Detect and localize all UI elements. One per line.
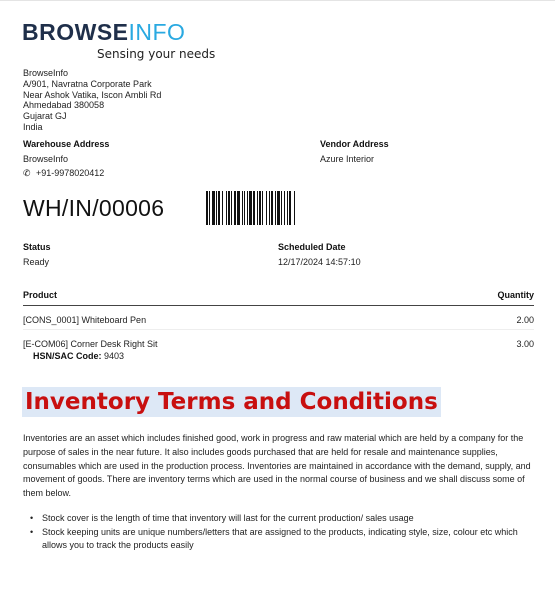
company-address-line: A/901, Navratna Corporate Park <box>23 78 152 89</box>
list-item <box>30 526 530 552</box>
company-address <box>23 68 161 133</box>
logo-part-info: INFO <box>128 19 186 45</box>
terms-paragraph: Inventories are an asset which includes finished good, work in progress and raw material which are held by a company for the purpose of sales in the near future. It also includes goods purchased that are held for resale and maintenance supplies, consumables which are used in the production process. Inventories are maintained in accordance with the demand, supply, and movement of goods. There are inventory terms which are used in the normal course of business and we shall discuss some of them below. <box>23 433 531 499</box>
bullet-icon: • <box>30 527 34 537</box>
company-logo <box>22 20 185 44</box>
picking-reference: WH/IN/00006 <box>23 195 165 221</box>
company-address-line: India <box>23 121 43 132</box>
warehouse-address-label: Warehouse Address <box>23 139 110 149</box>
logo-part-browse: BROWSE <box>22 19 129 45</box>
barcode-image <box>206 191 333 225</box>
product-row-2-quantity: 3.00 <box>516 339 534 349</box>
scheduled-date-value: 12/17/2024 14:57:10 <box>278 257 361 267</box>
table-row-divider <box>23 329 534 330</box>
company-address-line: BrowseInfo <box>23 68 69 78</box>
terms-heading: Inventory Terms and Conditions <box>22 387 441 417</box>
logo-tagline: Sensing your needs <box>97 47 216 61</box>
product-column-header: Product <box>23 290 58 300</box>
phone-icon: ✆ <box>23 168 31 178</box>
bullet-text: Stock keeping units are unique numbers/letters that are assigned to the products, indicating style, size, colour etc which allows you to track the products easily <box>42 527 518 550</box>
list-item <box>30 512 530 525</box>
vendor-name: Azure Interior <box>320 154 375 164</box>
status-value: Ready <box>23 257 50 267</box>
product-row-1-name: [CONS_0001] Whiteboard Pen <box>23 315 147 325</box>
scheduled-date-label: Scheduled Date <box>278 242 346 252</box>
terms-bullet-list <box>30 512 530 553</box>
hsn-value: 9403 <box>104 351 125 361</box>
product-row-1-quantity: 2.00 <box>516 315 534 325</box>
status-label: Status <box>23 242 51 252</box>
bullet-icon: • <box>30 513 34 523</box>
warehouse-phone-number: +91-9978020412 <box>36 168 105 178</box>
top-border <box>0 0 555 1</box>
company-address-line: Ahmedabad 380058 <box>23 100 105 111</box>
table-header-divider <box>23 305 534 306</box>
quantity-column-header: Quantity <box>497 290 534 300</box>
warehouse-name: BrowseInfo <box>23 154 69 164</box>
company-address-line: Near Ashok Vatika, Iscon Ambli Rd <box>23 89 162 100</box>
vendor-address-label: Vendor Address <box>320 139 389 149</box>
company-address-line: Gujarat GJ <box>23 111 67 122</box>
product-row-2-name: [E-COM06] Corner Desk Right Sit <box>23 339 158 349</box>
warehouse-phone <box>23 168 104 179</box>
product-row-2-hsn <box>33 351 124 361</box>
bullet-text: Stock cover is the length of time that inventory will last for the current production/ sales usage <box>42 513 414 523</box>
hsn-label: HSN/SAC Code: <box>33 351 102 361</box>
